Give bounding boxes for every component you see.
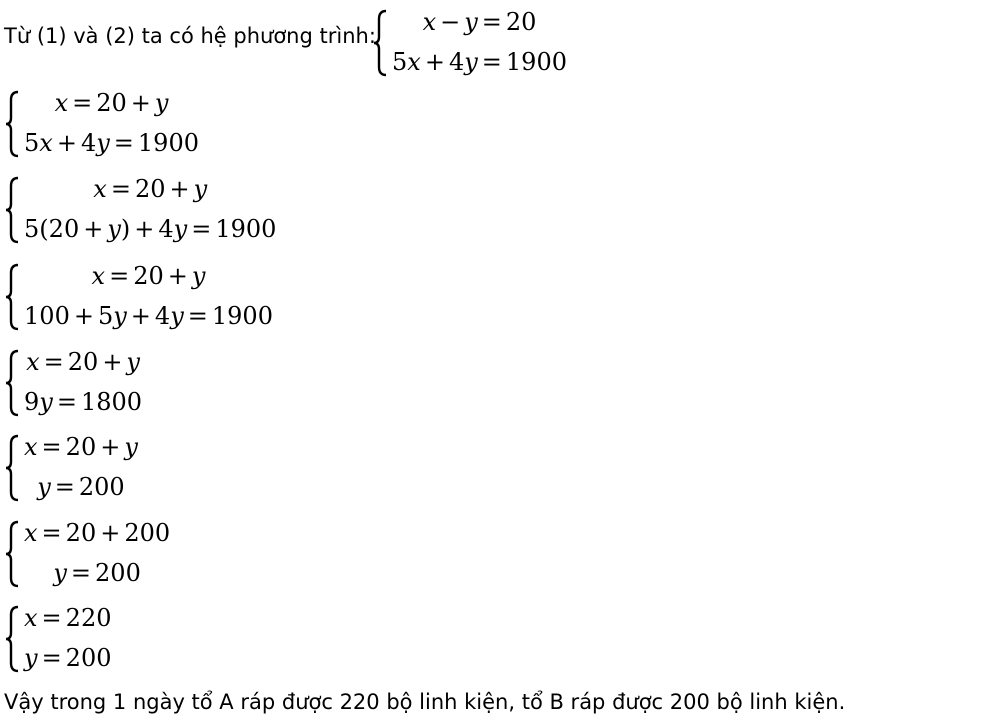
intro-text: Từ (1) và (2) ta có hệ phương trình: <box>4 24 376 48</box>
equation-row-2: y = 200 <box>53 559 141 587</box>
brace-icon <box>4 434 20 502</box>
equation-row-2: y = 200 <box>37 473 125 501</box>
equation-row-1: x − y = 20 <box>422 8 537 36</box>
equation-row-1: x = 20 + 200 <box>24 519 171 547</box>
equation-system-7 <box>4 605 112 675</box>
equation-row-1: x = 220 <box>24 604 112 632</box>
equation-system-0 <box>372 9 567 79</box>
equation-system-2 <box>4 176 276 246</box>
conclusion-text: Vậy trong 1 ngày tổ A ráp được 220 bộ linh kiện, tổ B ráp được 200 bộ linh kiện. <box>4 690 846 714</box>
brace-icon <box>4 90 20 158</box>
brace-icon <box>4 176 20 244</box>
equation-row-1: x = 20 + y <box>91 262 206 290</box>
equation-system-3 <box>4 263 273 333</box>
equation-row-2: 5x + 4y = 1900 <box>24 129 200 157</box>
equation-row-1: x = 20 + y <box>24 433 138 461</box>
brace-icon <box>4 605 20 673</box>
equation-row-1: x = 20 + y <box>54 89 169 117</box>
equation-row-2: 5(20 + y) + 4y = 1900 <box>24 215 277 243</box>
equation-row-1: x = 20 + y <box>26 348 140 376</box>
brace-icon <box>4 263 20 331</box>
equation-row-2: y = 200 <box>24 644 112 672</box>
brace-icon <box>372 9 388 77</box>
equation-system-5 <box>4 434 138 504</box>
equation-system-6 <box>4 520 170 590</box>
equation-system-4 <box>4 349 142 419</box>
equation-row-1: x = 20 + y <box>93 175 208 203</box>
equation-row-2: 5x + 4y = 1900 <box>392 48 568 76</box>
equation-row-2: 9y = 1800 <box>24 388 143 416</box>
brace-icon <box>4 349 20 417</box>
equation-system-1 <box>4 90 199 160</box>
equation-row-2: 100 + 5y + 4y = 1900 <box>24 302 273 330</box>
brace-icon <box>4 520 20 588</box>
